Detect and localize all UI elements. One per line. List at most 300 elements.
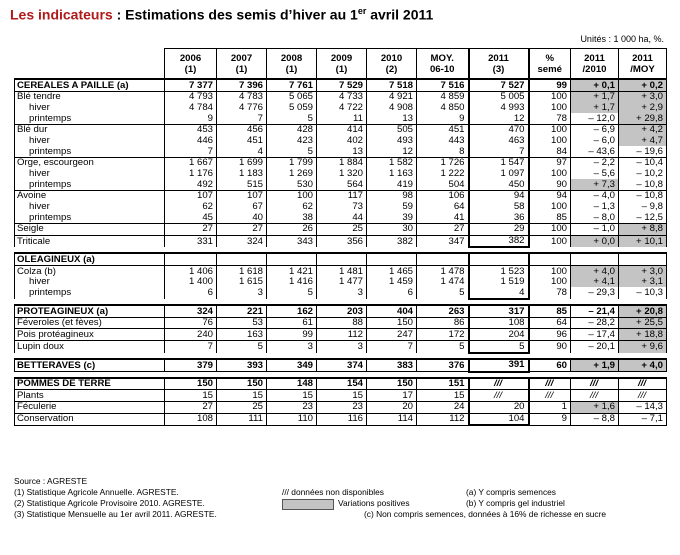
cell-col-10: + 10,1 — [619, 235, 667, 247]
cell-col-7: 5 005 — [469, 91, 529, 102]
cell-col-1: 492 — [165, 179, 217, 190]
footnote-source: Source : AGRESTE — [14, 476, 88, 486]
cell-col-9: – 28,2 — [571, 317, 619, 329]
cell-col-10: – 10,8 — [619, 190, 667, 201]
table-row — [15, 401, 667, 413]
cell-col-6: 24 — [417, 401, 469, 413]
cell-col-4: 73 — [317, 202, 367, 213]
table-row — [15, 202, 667, 213]
cell-col-2: 1 183 — [217, 169, 267, 180]
cell-col-2: 4 — [217, 146, 267, 157]
table-row — [15, 235, 667, 247]
cell-col-8: 100 — [529, 202, 571, 213]
cell-col-6: 64 — [417, 202, 469, 213]
cell-col-8: 78 — [529, 287, 571, 299]
table-row — [15, 329, 667, 341]
cell-col-5: 12 — [367, 146, 417, 157]
cell-col-8: 78 — [529, 113, 571, 124]
cell-col-4: 1 477 — [317, 277, 367, 288]
header-cell: % semé — [529, 49, 571, 80]
cell-col-10: – 19,6 — [619, 146, 667, 157]
row-label: hiver — [15, 169, 165, 180]
cell-col-5: 6 — [367, 287, 417, 299]
cell-col-8: 90 — [529, 179, 571, 190]
table-body — [15, 79, 667, 425]
cell-col-3: 162 — [267, 305, 317, 317]
cell-col-9: + 0,1 — [571, 79, 619, 91]
cell-col-2: 1 699 — [217, 157, 267, 168]
cell-col-6: 1 726 — [417, 157, 469, 168]
cell-col-7: 317 — [469, 305, 529, 317]
cell-col-1: 7 — [165, 146, 217, 157]
cell-col-2: 7 — [217, 113, 267, 124]
cell-col-2: 324 — [217, 235, 267, 247]
cell-col-9: + 0,0 — [571, 235, 619, 247]
cell-col-10: – 10,4 — [619, 157, 667, 168]
cell-col-2: 15 — [217, 390, 267, 402]
cell-col-1: 1 176 — [165, 169, 217, 180]
cell-col-7: 382 — [469, 235, 529, 247]
cell-col-2 — [217, 253, 267, 265]
cell-col-1: 76 — [165, 317, 217, 329]
cell-col-2: 221 — [217, 305, 267, 317]
cell-col-8: 84 — [529, 146, 571, 157]
header-cell-2011: 2011 (3) — [469, 49, 529, 80]
table-row — [15, 179, 667, 190]
cell-col-1: 240 — [165, 329, 217, 341]
cell-col-5: 20 — [367, 401, 417, 413]
cell-col-9: + 4,1 — [571, 277, 619, 288]
cell-col-5: 98 — [367, 190, 417, 201]
table-row — [15, 190, 667, 201]
cell-col-10: + 3,0 — [619, 91, 667, 102]
cell-col-2: 4 783 — [217, 91, 267, 102]
cell-col-3: 5 — [267, 146, 317, 157]
footnote-var: Variations positives — [338, 498, 410, 508]
cell-col-7: /// — [469, 390, 529, 402]
title-sep: : — [112, 6, 126, 23]
cell-col-5: 59 — [367, 202, 417, 213]
cell-col-4: 112 — [317, 329, 367, 341]
cell-col-4: 25 — [317, 223, 367, 235]
table-row — [15, 124, 667, 135]
cell-col-4: 3 — [317, 341, 367, 353]
page-title — [10, 6, 433, 23]
table-row — [15, 266, 667, 277]
cell-col-8: 100 — [529, 235, 571, 247]
table-row — [15, 113, 667, 124]
cell-col-3: 3 — [267, 341, 317, 353]
table-row — [15, 223, 667, 235]
header-row — [15, 49, 667, 80]
cell-col-1: 6 — [165, 287, 217, 299]
cell-col-7: 1 519 — [469, 277, 529, 288]
table-row — [15, 277, 667, 288]
cell-col-2: 163 — [217, 329, 267, 341]
cell-col-5: 505 — [367, 124, 417, 135]
table-row — [15, 359, 667, 372]
row-label: Colza (b) — [15, 266, 165, 277]
cell-col-1: 15 — [165, 390, 217, 402]
cell-col-3: 62 — [267, 202, 317, 213]
cell-col-2: 150 — [217, 378, 267, 390]
title-main: Estimations des semis d’hiver au 1 — [125, 6, 358, 23]
cell-col-10: – 12,5 — [619, 212, 667, 223]
header-cell: 2011 /MOY — [619, 49, 667, 80]
cell-col-5: 4 908 — [367, 102, 417, 113]
cell-col-4: 414 — [317, 124, 367, 135]
cell-col-3: 5 065 — [267, 91, 317, 102]
cell-col-9: – 29,3 — [571, 287, 619, 299]
table-row — [15, 91, 667, 102]
cell-col-10: + 4,2 — [619, 124, 667, 135]
cell-col-8: /// — [529, 390, 571, 402]
cell-col-2: 111 — [217, 413, 267, 425]
cell-col-8 — [529, 253, 571, 265]
cell-col-4: 88 — [317, 317, 367, 329]
cell-col-7: 463 — [469, 135, 529, 146]
table-row — [15, 317, 667, 329]
cell-col-10 — [619, 253, 667, 265]
cell-col-10: + 0,2 — [619, 79, 667, 91]
cell-col-7: 58 — [469, 202, 529, 213]
table-row — [15, 378, 667, 390]
cell-col-7: /// — [469, 378, 529, 390]
cell-col-10: – 10,3 — [619, 287, 667, 299]
row-label: Blé dur — [15, 124, 165, 135]
cell-col-3: 15 — [267, 390, 317, 402]
footnotes — [14, 476, 666, 520]
cell-col-4: 13 — [317, 146, 367, 157]
cell-col-5 — [367, 253, 417, 265]
cell-col-10: – 10,8 — [619, 179, 667, 190]
table-row — [15, 305, 667, 317]
table-row — [15, 135, 667, 146]
table-row — [15, 390, 667, 402]
cell-col-2: 1 618 — [217, 266, 267, 277]
cell-col-4: 117 — [317, 190, 367, 201]
cell-col-7: 104 — [469, 413, 529, 425]
cell-col-1: 453 — [165, 124, 217, 135]
row-label: PROTEAGINEUX (a) — [15, 305, 165, 317]
cell-col-7: 29 — [469, 223, 529, 235]
row-label: Triticale — [15, 235, 165, 247]
cell-col-2: 5 — [217, 341, 267, 353]
row-label: Féveroles (et fèves) — [15, 317, 165, 329]
cell-col-8: 100 — [529, 266, 571, 277]
cell-col-3: 530 — [267, 179, 317, 190]
row-label: hiver — [15, 202, 165, 213]
cell-col-4: 3 — [317, 287, 367, 299]
cell-col-2: 67 — [217, 202, 267, 213]
cell-col-6: 376 — [417, 359, 469, 372]
cell-col-3: 1 269 — [267, 169, 317, 180]
cell-col-9: + 1,9 — [571, 359, 619, 372]
cell-col-1: 7 — [165, 341, 217, 353]
cell-col-10: + 3,1 — [619, 277, 667, 288]
cell-col-7: 1 547 — [469, 157, 529, 168]
cell-col-4: 15 — [317, 390, 367, 402]
cell-col-4: 1 320 — [317, 169, 367, 180]
cell-col-6: 8 — [417, 146, 469, 157]
row-label: Conservation — [15, 413, 165, 425]
footnote-3: (3) Statistique Mensuelle au 1er avril 2011. AGRESTE. — [14, 509, 217, 519]
cell-col-9: + 1,7 — [571, 102, 619, 113]
cell-col-4 — [317, 253, 367, 265]
cell-col-10: + 9,6 — [619, 341, 667, 353]
cell-col-1: 446 — [165, 135, 217, 146]
cell-col-6: 151 — [417, 378, 469, 390]
row-label: BETTERAVES (c) — [15, 359, 165, 372]
row-label: printemps — [15, 146, 165, 157]
cell-col-9: – 6,9 — [571, 124, 619, 135]
row-label: Lupin doux — [15, 341, 165, 353]
cell-col-4: 203 — [317, 305, 367, 317]
cell-col-6: 106 — [417, 190, 469, 201]
row-label: Féculerie — [15, 401, 165, 413]
cell-col-8: 100 — [529, 223, 571, 235]
cell-col-9: + 1,7 — [571, 91, 619, 102]
cell-col-5: 150 — [367, 317, 417, 329]
cell-col-3: 61 — [267, 317, 317, 329]
row-label: Avoine — [15, 190, 165, 201]
cell-col-4: 356 — [317, 235, 367, 247]
cell-col-3: 7 761 — [267, 79, 317, 91]
cell-col-6: 504 — [417, 179, 469, 190]
cell-col-10: + 3,0 — [619, 266, 667, 277]
cell-col-2: 3 — [217, 287, 267, 299]
cell-col-8: 100 — [529, 169, 571, 180]
cell-col-6: 5 — [417, 341, 469, 353]
table-row — [15, 212, 667, 223]
cell-col-4: 402 — [317, 135, 367, 146]
cell-col-1: 1 406 — [165, 266, 217, 277]
cell-col-6: 1 474 — [417, 277, 469, 288]
row-label: Seigle — [15, 223, 165, 235]
cell-col-1: 27 — [165, 401, 217, 413]
cell-col-6: 86 — [417, 317, 469, 329]
cell-col-6: 263 — [417, 305, 469, 317]
row-label: Orge, escourgeon — [15, 157, 165, 168]
cell-col-2: 27 — [217, 223, 267, 235]
cell-col-1: 324 — [165, 305, 217, 317]
row-label: Blé tendre — [15, 91, 165, 102]
cell-col-5: 30 — [367, 223, 417, 235]
cell-col-3: 423 — [267, 135, 317, 146]
indicators-table — [14, 48, 667, 426]
cell-col-7: 94 — [469, 190, 529, 201]
cell-col-1: 9 — [165, 113, 217, 124]
cell-col-2: 4 776 — [217, 102, 267, 113]
cell-col-9: – 2,2 — [571, 157, 619, 168]
footnote-a: (a) Y compris semences — [466, 487, 556, 497]
cell-col-10: – 10,2 — [619, 169, 667, 180]
cell-col-10: /// — [619, 390, 667, 402]
cell-col-3: 148 — [267, 378, 317, 390]
cell-col-5: 419 — [367, 179, 417, 190]
cell-col-9: – 8,8 — [571, 413, 619, 425]
cell-col-4: 564 — [317, 179, 367, 190]
row-label: Plants — [15, 390, 165, 402]
title-prefix: Les indicateurs — [10, 6, 113, 23]
header-cell: 2009 (1) — [317, 49, 367, 80]
cell-col-6: 4 850 — [417, 102, 469, 113]
cell-col-8: 100 — [529, 135, 571, 146]
cell-col-7: 1 097 — [469, 169, 529, 180]
cell-col-7: 7 — [469, 146, 529, 157]
row-label: OLEAGINEUX (a) — [15, 253, 165, 265]
cell-col-4: 116 — [317, 413, 367, 425]
footnote-2: (2) Statistique Agricole Provisoire 2010. AGRESTE. — [14, 498, 205, 508]
header-blank — [15, 49, 165, 80]
cell-col-6: 112 — [417, 413, 469, 425]
row-label: POMMES DE TERRE — [15, 378, 165, 390]
cell-col-1: 27 — [165, 223, 217, 235]
footnote-c: (c) Non compris semences, données à 16% de richesse en sucre — [364, 509, 607, 519]
cell-col-4: 1 481 — [317, 266, 367, 277]
cell-col-1: 379 — [165, 359, 217, 372]
cell-col-5: 493 — [367, 135, 417, 146]
title-sup: er — [357, 6, 367, 16]
header-cell: 2011 /2010 — [571, 49, 619, 80]
cell-col-2: 7 396 — [217, 79, 267, 91]
cell-col-3: 26 — [267, 223, 317, 235]
cell-col-5: 1 582 — [367, 157, 417, 168]
header-cell: MOY. 06-10 — [417, 49, 469, 80]
cell-col-8: /// — [529, 378, 571, 390]
table-row — [15, 287, 667, 299]
cell-col-4: 7 529 — [317, 79, 367, 91]
header-cell: 2010 (2) — [367, 49, 417, 80]
cell-col-9: /// — [571, 378, 619, 390]
units-label: Unités : 1 000 ha, %. — [580, 34, 664, 44]
header-cell: 2007 (1) — [217, 49, 267, 80]
cell-col-3: 1 799 — [267, 157, 317, 168]
cell-col-4: 374 — [317, 359, 367, 372]
footnote-na: /// données non disponibles — [282, 487, 384, 497]
cell-col-9: – 17,4 — [571, 329, 619, 341]
cell-col-9: – 8,0 — [571, 212, 619, 223]
cell-col-5: 17 — [367, 390, 417, 402]
cell-col-5: 382 — [367, 235, 417, 247]
cell-col-6: 5 — [417, 287, 469, 299]
cell-col-7: 20 — [469, 401, 529, 413]
cell-col-3: 1 416 — [267, 277, 317, 288]
cell-col-7: 7 527 — [469, 79, 529, 91]
cell-col-7: 450 — [469, 179, 529, 190]
cell-col-9: /// — [571, 390, 619, 402]
cell-col-10: + 4,7 — [619, 135, 667, 146]
cell-col-4: 11 — [317, 113, 367, 124]
cell-col-3: 428 — [267, 124, 317, 135]
cell-col-9: + 1,6 — [571, 401, 619, 413]
cell-col-1: 4 793 — [165, 91, 217, 102]
cell-col-10: + 20,8 — [619, 305, 667, 317]
table-row — [15, 157, 667, 168]
cell-col-6: 9 — [417, 113, 469, 124]
cell-col-3: 23 — [267, 401, 317, 413]
table-row — [15, 146, 667, 157]
cell-col-8: 9 — [529, 413, 571, 425]
cell-col-8: 85 — [529, 305, 571, 317]
cell-col-5: 1 459 — [367, 277, 417, 288]
row-label: CEREALES A PAILLE (a) — [15, 79, 165, 91]
cell-col-9 — [571, 253, 619, 265]
cell-col-3: 5 — [267, 113, 317, 124]
cell-col-4: 154 — [317, 378, 367, 390]
cell-col-6: 443 — [417, 135, 469, 146]
cell-col-3 — [267, 253, 317, 265]
cell-col-2: 40 — [217, 212, 267, 223]
cell-col-7: 4 993 — [469, 102, 529, 113]
cell-col-6: 41 — [417, 212, 469, 223]
cell-col-9: + 7,3 — [571, 179, 619, 190]
cell-col-8: 100 — [529, 102, 571, 113]
cell-col-5: 4 921 — [367, 91, 417, 102]
cell-col-5: 1 465 — [367, 266, 417, 277]
cell-col-2: 393 — [217, 359, 267, 372]
cell-col-9: – 5,6 — [571, 169, 619, 180]
cell-col-1 — [165, 253, 217, 265]
cell-col-6: 7 516 — [417, 79, 469, 91]
cell-col-2: 25 — [217, 401, 267, 413]
cell-col-2: 515 — [217, 179, 267, 190]
table-row — [15, 253, 667, 265]
cell-col-9: – 20,1 — [571, 341, 619, 353]
cell-col-3: 99 — [267, 329, 317, 341]
cell-col-8: 1 — [529, 401, 571, 413]
cell-col-3: 38 — [267, 212, 317, 223]
cell-col-9: – 1,0 — [571, 223, 619, 235]
cell-col-10: + 18,8 — [619, 329, 667, 341]
cell-col-8: 97 — [529, 157, 571, 168]
cell-col-5: 150 — [367, 378, 417, 390]
row-label: Pois protéagineux — [15, 329, 165, 341]
cell-col-4: 23 — [317, 401, 367, 413]
cell-col-5: 1 163 — [367, 169, 417, 180]
cell-col-1: 62 — [165, 202, 217, 213]
cell-col-6: 4 859 — [417, 91, 469, 102]
cell-col-1: 107 — [165, 190, 217, 201]
cell-col-1: 108 — [165, 413, 217, 425]
cell-col-9: + 4,0 — [571, 266, 619, 277]
cell-col-6: 347 — [417, 235, 469, 247]
cell-col-9: – 1,3 — [571, 202, 619, 213]
cell-col-7: 12 — [469, 113, 529, 124]
cell-col-8: 100 — [529, 91, 571, 102]
row-label: printemps — [15, 212, 165, 223]
cell-col-1: 331 — [165, 235, 217, 247]
cell-col-5: 7 518 — [367, 79, 417, 91]
cell-col-7: 391 — [469, 359, 529, 372]
cell-col-9: – 4,0 — [571, 190, 619, 201]
cell-col-6: 172 — [417, 329, 469, 341]
cell-col-7: 108 — [469, 317, 529, 329]
cell-col-7: 1 523 — [469, 266, 529, 277]
cell-col-6: 1 222 — [417, 169, 469, 180]
cell-col-4: 1 884 — [317, 157, 367, 168]
table-row — [15, 341, 667, 353]
cell-col-8: 100 — [529, 277, 571, 288]
footnote-b: (b) Y compris gel industriel — [466, 498, 565, 508]
cell-col-7: 36 — [469, 212, 529, 223]
cell-col-8: 64 — [529, 317, 571, 329]
table-row — [15, 169, 667, 180]
cell-col-2: 107 — [217, 190, 267, 201]
cell-col-4: 4 722 — [317, 102, 367, 113]
cell-col-2: 1 615 — [217, 277, 267, 288]
cell-col-6: 451 — [417, 124, 469, 135]
